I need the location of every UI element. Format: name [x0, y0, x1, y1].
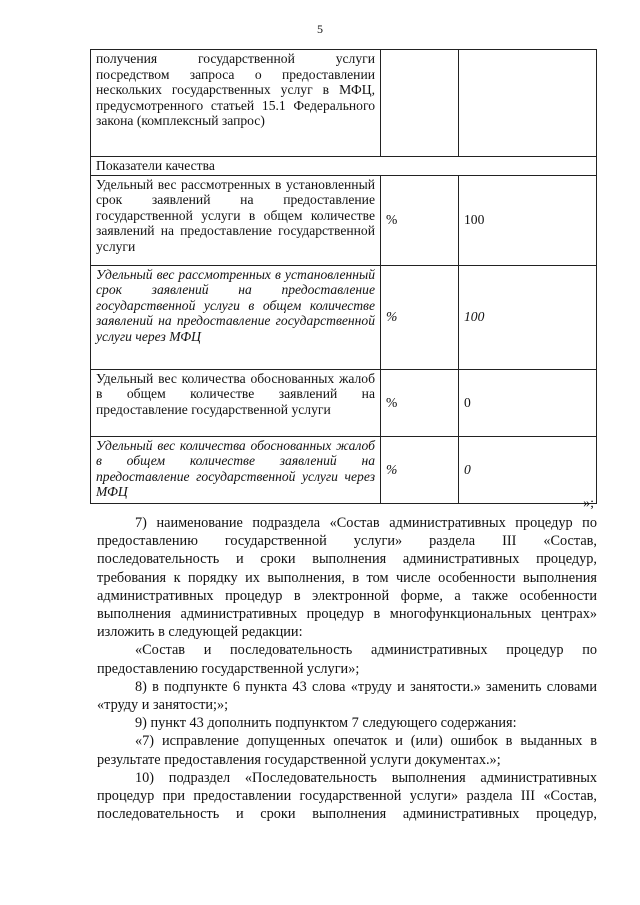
page-number: 5 [317, 22, 323, 36]
table-section-row [91, 157, 597, 176]
indicator-value: 100 [459, 175, 597, 265]
indicator-value: 0 [459, 369, 597, 436]
quality-indicators-table [90, 49, 597, 504]
indicator-unit: % [381, 436, 459, 503]
table-row [91, 50, 597, 157]
paragraph-item-10: 10) подраздел «Последовательность выполнения административных процедур при предоставлении государственной услуги» раздела III «Состав, последовательность и сроки выполнения административных процедур, [97, 769, 597, 823]
paragraph-quote-title: «Состав и последовательность административных процедур по предоставлению государственной услуги»; [97, 642, 597, 677]
indicator-unit: % [381, 175, 459, 265]
indicator-value [459, 50, 597, 157]
paragraph-item-7: 7) наименование подраздела «Состав административных процедур по предоставлению государственной услуги» раздела III «Состав, последовательность и сроки выполнения административных процедур, требования к порядку их выполнения, в том числе особенности выполнения административных процедур в электронной форме, а также особенности выполнения административных процедур в многофункциональных центрах» изложить в следующей редакции: [97, 515, 597, 641]
table-row [91, 175, 597, 265]
indicator-unit: % [381, 265, 459, 369]
table-row [91, 265, 597, 369]
indicator-description: Удельный вес рассмотренных в установленный срок заявлений на предоставление государственной услуги в общем количестве заявлений на предоставление государственной услуги через МФЦ [91, 265, 381, 369]
paragraph-quote-item-7: «7) исправление допущенных опечаток и (или) ошибок в выданных в результате предоставления государственной услуги документах.»; [97, 733, 597, 768]
indicator-description: Удельный вес рассмотренных в установленный срок заявлений на предоставление государственной услуги в общем количестве заявлений на предоставление государственной услуги [91, 175, 381, 265]
closing-quote-mark: »; [583, 496, 594, 511]
indicator-description: получения государственной услуги посредством запроса о предоставлении нескольких государственных услуг в МФЦ, предусмотренного статьей 15.1 Федерального закона (комплексный запрос) [91, 50, 381, 157]
paragraph-item-8: 8) в подпункте 6 пункта 43 слова «труду и занятости.» заменить словами «труду и занятости;»; [97, 678, 597, 714]
table-row [91, 436, 597, 503]
indicator-description: Удельный вес количества обоснованных жалоб в общем количестве заявлений на предоставление государственной услуги [91, 369, 381, 436]
document-body [97, 514, 597, 823]
indicator-unit [381, 50, 459, 157]
indicator-value: 0 [459, 436, 597, 503]
table-row [91, 369, 597, 436]
indicator-value: 100 [459, 265, 597, 369]
section-heading: Показатели качества [91, 157, 597, 176]
indicator-description: Удельный вес количества обоснованных жалоб в общем количестве заявлений на предоставление государственной услуги через МФЦ [91, 436, 381, 503]
indicator-unit: % [381, 369, 459, 436]
paragraph-item-9: 9) пункт 43 дополнить подпунктом 7 следующего содержания: [135, 715, 517, 732]
